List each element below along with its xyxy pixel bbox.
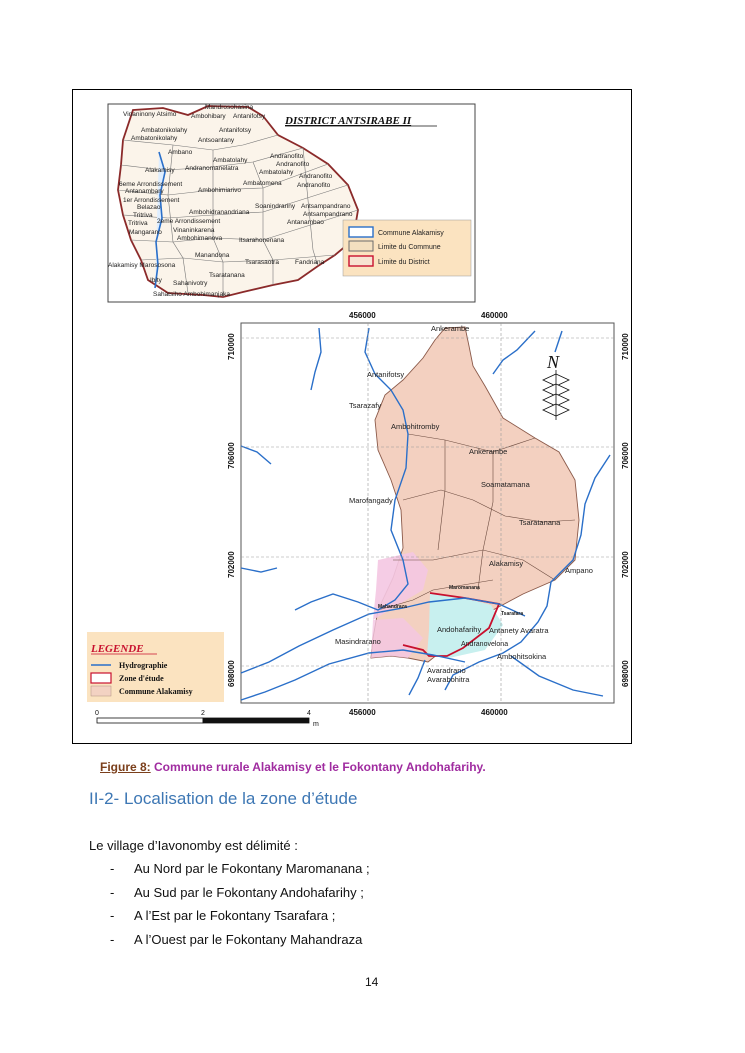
inset-map: [108, 104, 475, 302]
figure-caption-label: Figure 8:: [100, 760, 151, 774]
inset-legend-swatch-district: [349, 256, 373, 266]
x-tick-top: 456000: [349, 311, 376, 320]
inset-title: DISTRICT ANTSIRABE II: [285, 115, 412, 127]
figure-caption-text: Commune rurale Alakamisy et le Fokontany Andohafarihy.: [154, 760, 486, 774]
legend-item-label: Hydrographie: [119, 661, 168, 670]
inset-label: Antanambao: [287, 219, 324, 226]
inset-label: Andranofito: [270, 153, 304, 160]
inset-label: 1er Arrondissement: [123, 197, 180, 204]
legend-title: LEGENDE: [91, 643, 144, 655]
y-tick-left: 702000: [227, 551, 236, 578]
list-item-text: A l’Ouest par le Fokontany Mahandraza: [134, 931, 363, 947]
inset-label: Antanifotsy: [233, 113, 266, 120]
inset-label: Ambatolahy: [213, 157, 248, 164]
inset-label: Vinaninony Atsimo: [123, 111, 177, 118]
place-label: Ambohitromby: [391, 422, 440, 431]
y-tick-right: 702000: [621, 551, 630, 578]
inset-label: Ambohimiarivo: [198, 187, 241, 194]
inset-label: Ambatonikolahy: [141, 127, 188, 134]
inset-label: Alakamisy Marososona: [108, 262, 176, 269]
place-label: Andohafarihy: [437, 625, 482, 634]
list-item: [110, 861, 370, 885]
inset-label: 6eme Arrondissement: [119, 181, 183, 188]
inset-label: Ambohimanova: [177, 235, 223, 242]
inset-label: Andranofito: [276, 161, 310, 168]
y-tick-left: 698000: [227, 660, 236, 687]
body-intro: Le village d’Iavonomby est délimité :: [89, 838, 298, 853]
inset-label: Antanifotsy: [219, 127, 252, 134]
place-label: Marofangady: [349, 496, 393, 505]
inset-label: Alakamisy: [145, 167, 175, 174]
inset-label: Antsampandrano: [303, 211, 353, 218]
inset-label: Sahatsiho Ambohimanjaka: [153, 291, 230, 298]
y-tick-right: 706000: [621, 442, 630, 469]
inset-label: Andranofito: [299, 173, 333, 180]
page-number: 14: [365, 975, 379, 989]
inset-label: Tsaratanana: [209, 272, 245, 279]
inset-label: Andranofito: [297, 182, 331, 189]
place-label: Alakamisy: [489, 559, 524, 568]
inset-label: Ambohibary: [191, 113, 226, 120]
place-label: Avarabohitra: [427, 675, 470, 684]
inset-legend-label: Limite du Commune: [378, 244, 441, 251]
map-figure-frame: [72, 89, 632, 744]
scale-segment-light: [97, 718, 203, 723]
bullet-dash: -: [110, 931, 115, 947]
inset-label: Ambohidranandriana: [189, 209, 250, 216]
inset-label: Ambatolahy: [259, 169, 294, 176]
list-item-text: Au Sud par le Fokontany Andohafarihy ;: [134, 884, 364, 900]
section-title: II-2- Localisation de la zone d’étude: [89, 789, 358, 808]
inset-legend-label: Commune Alakamisy: [378, 230, 444, 237]
place-label: Maromanana: [449, 585, 480, 591]
inset-label: Tsarasaotra: [245, 259, 279, 266]
place-label: Antanety Avaratra: [489, 626, 549, 635]
x-tick-top: 460000: [481, 311, 508, 320]
north-label: N: [547, 352, 560, 372]
place-label: Ankerambe: [431, 324, 470, 333]
bullet-dash: -: [110, 884, 115, 900]
list-item-text: A l’Est par le Fokontany Tsarafara ;: [134, 908, 336, 923]
inset-label: Sahanivotry: [173, 280, 208, 287]
inset-label: Antsoantany: [198, 137, 235, 144]
scale-unit: m: [313, 721, 319, 728]
inset-legend-swatch-commune: [349, 241, 373, 251]
inset-label: Belazao: [137, 204, 161, 211]
place-label: Ankerambe: [469, 447, 508, 456]
place-label: Tsaratanana: [519, 518, 561, 527]
map-figure: [73, 90, 633, 745]
legend-commune-swatch: [91, 686, 111, 696]
list-item: [110, 885, 370, 909]
bullet-dash: -: [110, 861, 115, 876]
inset-label: Ambano: [168, 149, 193, 156]
list-item-text: Au Nord par le Fokontany Maromanana ;: [134, 861, 370, 876]
inset-label: Ibity: [150, 277, 162, 284]
inset-legend-swatch-alakamisy: [349, 227, 373, 237]
place-label: Masindrarano: [335, 637, 381, 646]
legend-zone-swatch: [91, 673, 111, 683]
inset-legend-label: Limite du District: [378, 259, 430, 266]
inset-legend: [343, 220, 471, 276]
x-tick-bottom: 456000: [349, 708, 376, 717]
legend-item-label: Commune Alakamisy: [119, 687, 193, 696]
inset-label: Andranomanelatra: [185, 165, 239, 172]
inset-label: Soanindrariny: [255, 203, 296, 210]
inset-label: Itsarahonenana: [239, 237, 285, 244]
list-item: [110, 908, 370, 932]
place-label: Soamatamana: [481, 480, 530, 489]
inset-label: Fandriana: [295, 259, 325, 266]
figure-caption: [100, 760, 486, 774]
bullet-dash: -: [110, 908, 115, 923]
y-tick-left: 706000: [227, 442, 236, 469]
x-tick-bottom: 460000: [481, 708, 508, 717]
inset-label: Tritriva: [128, 220, 148, 227]
scale-label: 2: [201, 710, 205, 717]
scale-segment-dark: [203, 718, 309, 723]
place-label: Ambohitsokina: [497, 652, 547, 661]
place-label: Avaradrano: [427, 666, 466, 675]
inset-label: Mangarano: [129, 229, 162, 236]
inset-label: Antanambary: [125, 188, 164, 195]
inset-label: Tritriva: [133, 212, 153, 219]
place-label: Mahandraza: [378, 604, 407, 610]
list-item: [110, 932, 370, 956]
inset-label: Ambatomena: [243, 180, 282, 187]
main-map: [227, 311, 630, 717]
place-label: Tsarafara: [501, 611, 524, 617]
inset-label: Vinaninkarena: [173, 227, 215, 234]
inset-label: Manandona: [195, 252, 230, 259]
place-label: Antanifotsy: [367, 370, 405, 379]
place-label: Andranovelona: [461, 641, 509, 648]
map-legend: [87, 632, 224, 702]
boundary-list: [110, 861, 370, 955]
inset-label: 2eme Arrondissement: [157, 218, 221, 225]
legend-item-label: Zone d'étude: [119, 674, 164, 683]
y-tick-left: 710000: [227, 333, 236, 360]
place-label: Ampano: [565, 566, 593, 575]
y-tick-right: 698000: [621, 660, 630, 687]
inset-label: Mandrosohasina: [205, 104, 254, 111]
scale-label: 4: [307, 710, 311, 717]
inset-label: Ambatonikolahy: [131, 135, 178, 142]
inset-label: Antsampandrano: [301, 203, 351, 210]
y-tick-right: 710000: [621, 333, 630, 360]
scale-bar: [95, 710, 319, 728]
place-label: Tsarazafy: [349, 401, 382, 410]
scale-label: 0: [95, 710, 99, 717]
